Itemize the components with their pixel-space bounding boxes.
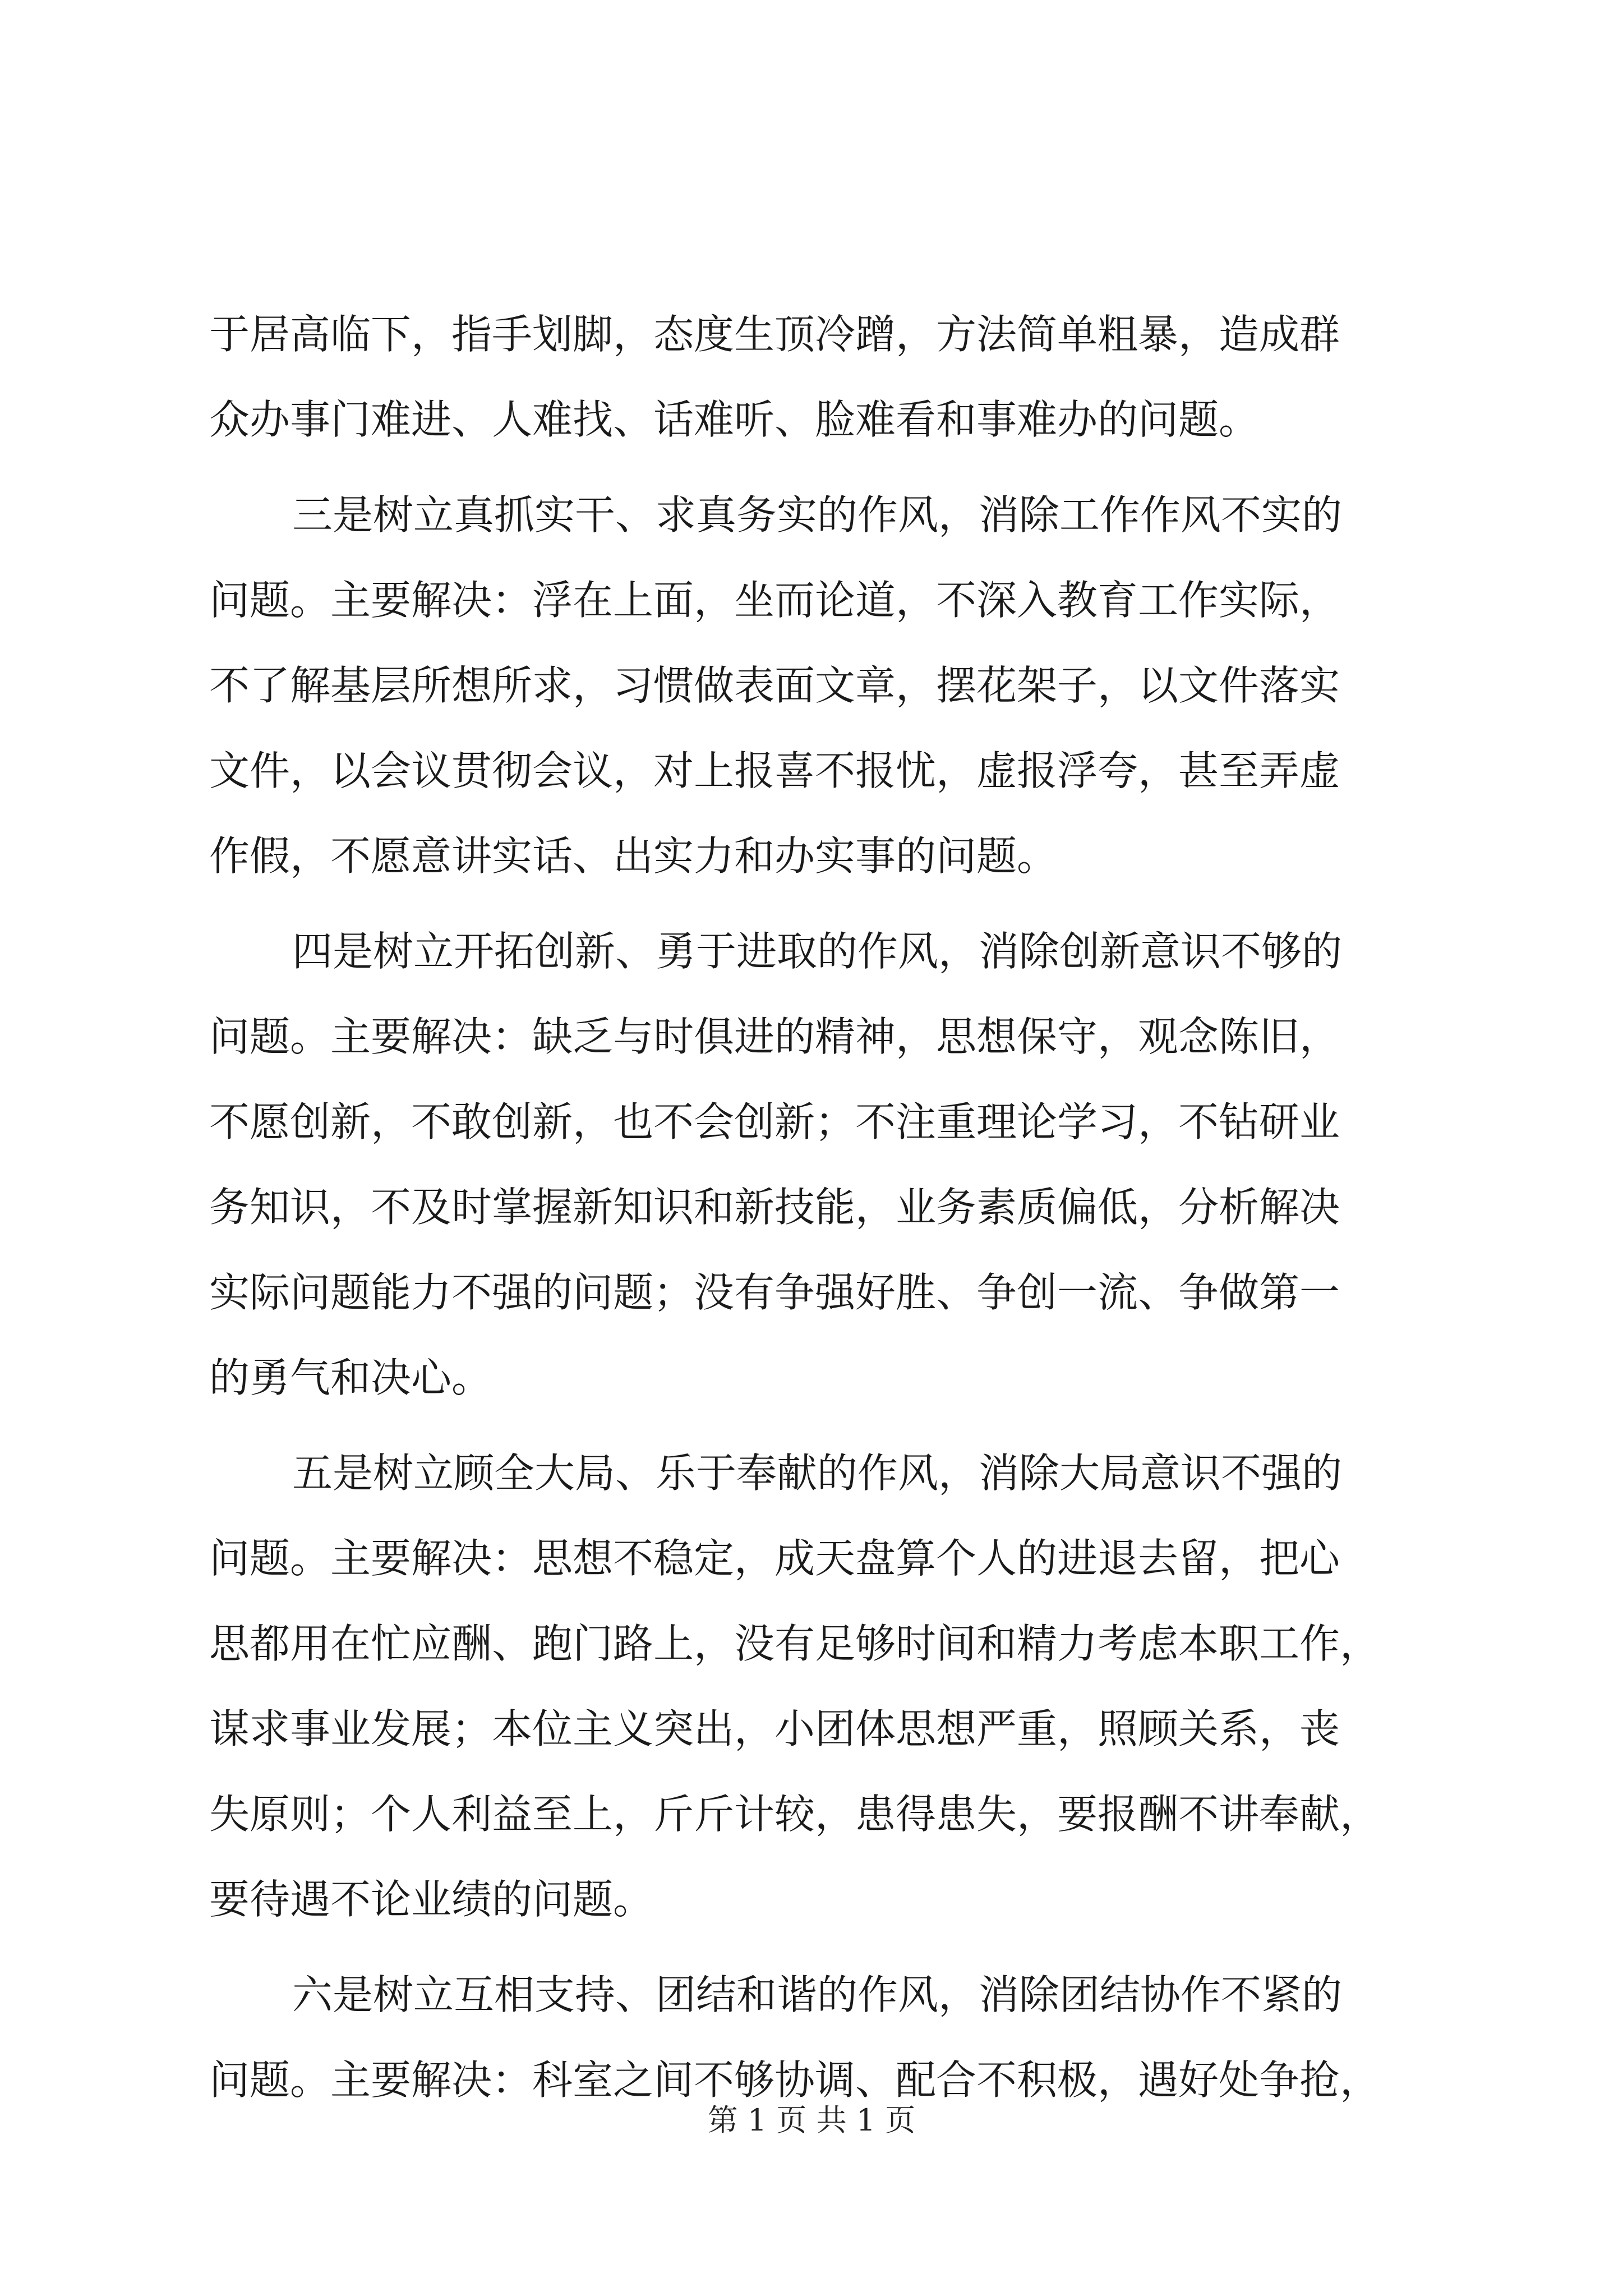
text-line: 的勇气和决心。 [209, 1354, 492, 1401]
document-body [209, 292, 1409, 2123]
text-line: 问题。主要解决：思想不稳定，成天盘算个人的进退去留，把心 [209, 1535, 1340, 1582]
text-line: 作假，不愿意讲实话、出实力和办实事的问题。 [209, 832, 1058, 880]
text-line: 四是树立开拓创新、勇于进取的作风，消除创新意识不够的 [292, 928, 1343, 975]
text-line: 众办事门难进、人难找、话难听、脸难看和事难办的问题。 [209, 396, 1260, 443]
text-line: 谋求事业发展；本位主义突出，小团体思想严重，照顾关系，丧 [209, 1705, 1340, 1752]
text-line: 六是树立互相支持、团结和谐的作风，消除团结协作不紧的 [292, 1971, 1343, 2018]
text-line: 思都用在忙应酬、跑门路上，没有足够时间和精力考虑本职工作， [209, 1620, 1381, 1667]
text-line: 实际问题能力不强的问题；没有争强好胜、争创一流、争做第一 [209, 1269, 1340, 1316]
text-line: 要待遇不论业绩的问题。 [209, 1876, 654, 1923]
text-line: 问题。主要解决：浮在上面，坐而论道，不深入教育工作实际， [209, 577, 1340, 624]
text-line: 问题。主要解决：科室之间不够协调、配合不积极，遇好处争抢， [209, 2056, 1381, 2104]
text-line: 于居高临下，指手划脚，态度生顶冷蹭，方法简单粗暴，造成群 [209, 311, 1340, 358]
text-line: 问题。主要解决：缺乏与时俱进的精神，思想保守，观念陈旧， [209, 1013, 1340, 1060]
text-line: 五是树立顾全大局、乐于奉献的作风，消除大局意识不强的 [292, 1450, 1343, 1497]
text-line: 不愿创新，不敢创新，也不会创新；不注重理论学习，不钻研业 [209, 1098, 1340, 1145]
text-line: 不了解基层所想所求，习惯做表面文章，摆花架子，以文件落实 [209, 662, 1340, 709]
text-line: 务知识，不及时掌握新知识和新技能，业务素质偏低，分析解决 [209, 1184, 1340, 1231]
text-line: 文件，以会议贯彻会议，对上报喜不报忧，虚报浮夸，甚至弄虚 [209, 747, 1340, 794]
text-line: 失原则；个人利益至上，斤斤计较，患得患失，要报酬不讲奉献， [209, 1791, 1381, 1838]
page-footer: 第 1 页 共 1 页 [707, 2102, 916, 2138]
text-line: 三是树立真抓实干、求真务实的作风，消除工作作风不实的 [292, 491, 1343, 539]
